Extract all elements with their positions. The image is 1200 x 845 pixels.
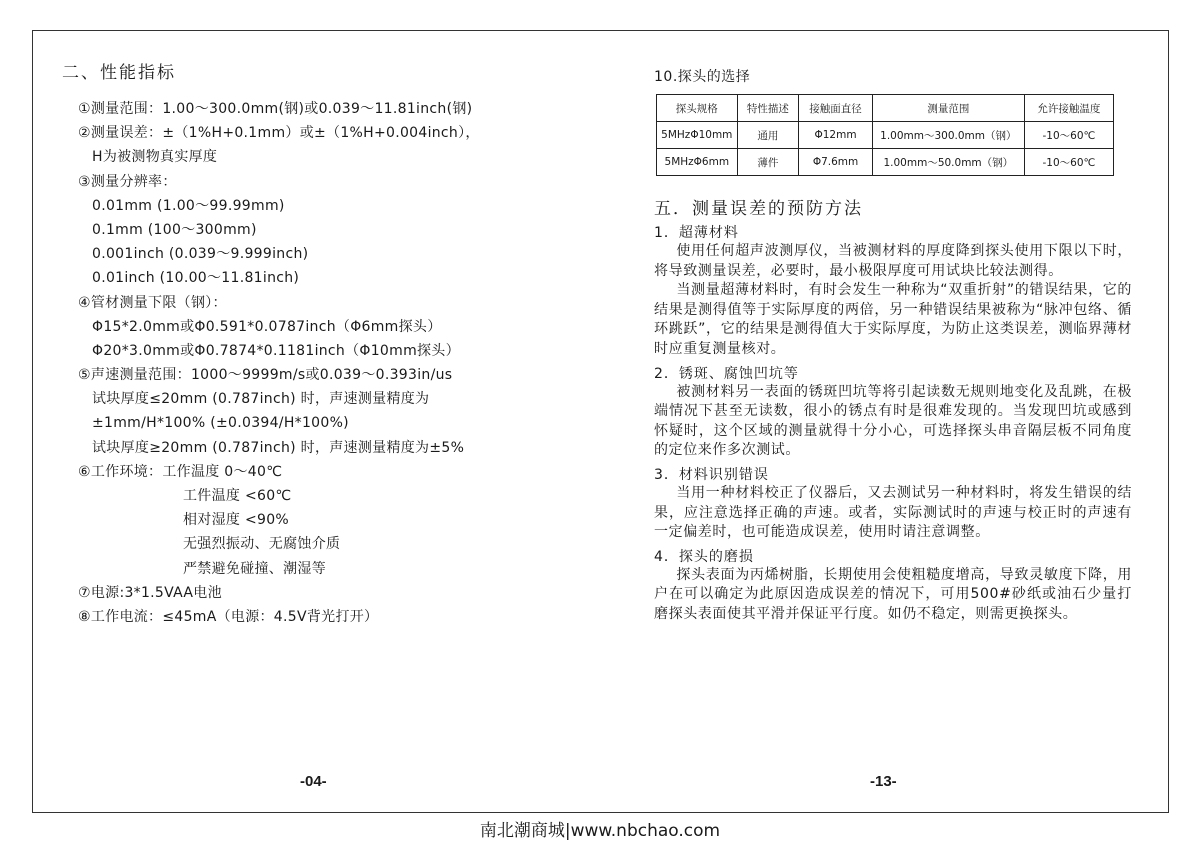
spec-line: ④管材测量下限（钢）： [78,294,227,311]
spec-line: 0.01mm (1.00～99.99mm) [92,197,285,214]
paragraph: 使用任何超声波测厚仪，当被测材料的厚度降到探头使用下限以下时，将导致测量误差，必要时，最小极限厚度可用试块比较法测得。 [654,243,1132,279]
header-cell: 允许接触温度 [1024,95,1113,122]
spec-line: 0.001inch (0.039～9.999inch) [92,246,309,263]
spec-line: ③测量分辨率： [78,173,177,190]
paragraph: 探头表面为丙烯树脂，长期使用会使粗糙度增高，导致灵敏度下降，用户在可以确定为此原因造成误差的情况下，可用500#砂纸或油石少量打磨探头表面使其平滑并保证平行度。如仍不稳定，则需更换探头。 [654,566,1132,622]
table-cell: 5MHzΦ10mm [657,122,738,149]
item-heading: 4．探头的磨损 [654,548,754,565]
table-cell: 1.00mm～50.0mm（钢） [872,149,1024,176]
page-number-right: -13- [870,773,897,790]
table-header-row [657,95,1114,122]
item-material-identification [654,464,1132,543]
spec-line: 试块厚度≥20mm (0.787inch) 时，声速测量精度为±5% [92,439,465,456]
spec-line: Φ15*2.0mm或Φ0.591*0.0787inch（Φ6mm探头） [92,318,442,335]
spec-line: ⑤声速测量范围：1000～9999m/s或0.039～0.393in/us [78,367,453,384]
item-probe-wear [654,546,1132,625]
spec-list [62,97,602,629]
table-row [657,122,1114,149]
table-cell: 5MHzΦ6mm [657,149,738,176]
header-cell: 探头规格 [657,95,738,122]
section-title-error-prevention: 五．测量误差的预防方法 [654,199,863,219]
spec-line: ⑧工作电流：≤45mA（电源：4.5V背光打开） [78,608,379,625]
spec-line: 0.1mm (100～300mm) [92,221,257,238]
paragraph: 当用一种材料校正了仪器后，又去测试另一种材料时，将发生错误的结果，应注意选择正确的声速。或者，实际测试时的声速与校正时的声速有一定偏差时，也可能造成误差，使用时请注意调整。 [654,484,1132,541]
item-heading: 1．超薄材料 [654,225,739,241]
header-cell: 接触面直径 [799,95,873,122]
table-cell: -10～60℃ [1024,149,1113,176]
paragraph: 当测量超薄材料时，有时会发生一种称为“双重折射”的错误结果，它的结果是测得值等于实际厚度的两倍，另一种错误结果被称为“脉冲包络、循环跳跃”，它的结果是测得值大于实际厚度，为防止这类误差，测临界薄材时应重复测量核对。 [654,282,1132,357]
table-cell: 通用 [737,122,799,149]
left-page [62,58,602,629]
paragraph: 被测材料另一表面的锈斑凹坑等将引起读数无规则地变化及乱跳，在极端情况下甚至无读数，很小的锈点有时是很难发现的。当发现凹坑或感到怀疑时，这个区域的测量就得十分小心，可选择探头串音隔层板不同角度的定位来作多次测试。 [654,383,1132,459]
spec-line: ±1mm/H*100% (±0.0394/H*100%) [92,415,349,432]
section-title-performance: 二、性能指标 [62,63,176,83]
spec-line: 试块厚度≤20mm (0.787inch) 时，声速测量精度为 [92,391,430,408]
spec-line: ⑦电源:3*1.5VAA电池 [78,584,222,601]
item-rust-pits [654,363,1132,461]
spec-line: ②测量误差：±（1%H+0.1mm）或±（1%H+0.004inch）， [78,125,480,142]
spec-line: 相对湿度 <90% [183,512,289,529]
spec-line: 0.01inch (10.00～11.81inch) [92,270,300,287]
spec-line: Φ20*3.0mm或Φ0.7874*0.1181inch（Φ10mm探头） [92,342,460,359]
item-heading: 2．锈斑、腐蚀凹坑等 [654,365,799,382]
item-thin-material [654,222,1132,360]
item-heading: 3．材料识别错误 [654,466,769,483]
spec-line: H为被测物真实厚度 [92,149,218,166]
spec-line: 严禁避免碰撞、潮湿等 [183,560,326,577]
table-cell: -10～60℃ [1024,122,1113,149]
spec-line: 工件温度 <60℃ [183,488,292,504]
page-number-left: -04- [300,773,327,790]
spec-line: 无强烈振动、无腐蚀介质 [183,536,341,553]
right-page [654,66,1132,625]
spec-line: ①测量范围：1.00～300.0mm(钢)或0.039～11.81inch(钢) [78,101,473,117]
table-cell: 薄件 [737,149,799,176]
probe-table [656,94,1114,176]
header-cell: 测量范围 [872,95,1024,122]
table-cell: Φ7.6mm [799,149,873,176]
site-footer: 南北潮商城|www.nbchao.com [479,821,721,841]
table-cell: Φ12mm [799,122,873,149]
table-row [657,149,1114,176]
table-cell: 1.00mm～300.0mm（钢） [872,122,1024,149]
table-title: 10.探头的选择 [654,69,751,85]
header-cell: 特性描述 [737,95,799,122]
spec-line: ⑥工作环境：工作温度 0～40℃ [78,463,283,480]
